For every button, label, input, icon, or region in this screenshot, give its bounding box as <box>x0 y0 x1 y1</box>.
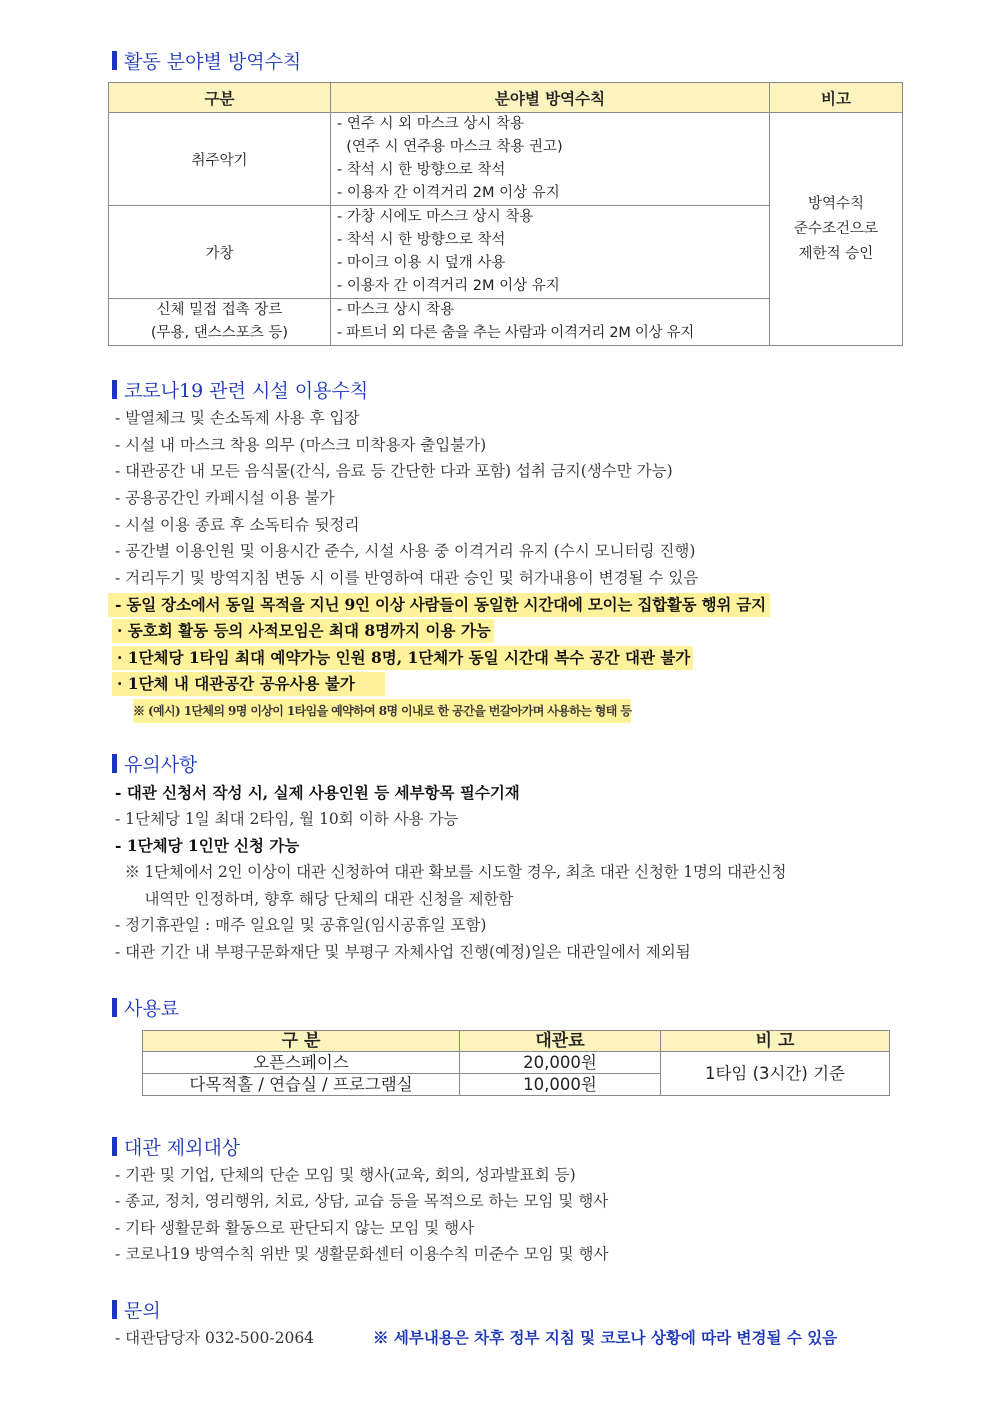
table-row <box>109 113 903 206</box>
list-item: - 시설 이용 종료 후 소독티슈 뒷정리 <box>115 516 360 534</box>
rule-line: - 파트너 외 다른 춤을 추는 사람과 이격거리 2M 이상 유지 <box>337 325 695 341</box>
section-heading-quarantine <box>112 47 301 73</box>
list-item: 내역만 인정하며, 향후 해당 단체의 대관 신청을 제한함 <box>115 890 514 908</box>
highlighted-item: - 동일 장소에서 동일 목적을 지닌 9인 이상 사람들이 동일한 시간대에 모이는 집합활동 행위 금지 <box>108 593 770 617</box>
row-rules <box>331 299 770 346</box>
heading-bar <box>112 1300 117 1319</box>
list-item: ※ 1단체에서 2인 이상이 대관 신청하여 대관 확보를 시도할 경우, 최초 대관 신청한 1명의 대관신청 <box>115 863 787 881</box>
heading-text: 사용료 <box>124 997 180 1020</box>
category-line: 신체 밀접 접촉 장르 <box>156 302 283 318</box>
cell-remark: 1타임 (3시간) 기준 <box>661 1052 890 1096</box>
list-item: - 1단체당 1일 최대 2타임, 월 10회 이하 사용 가능 <box>115 810 459 828</box>
rule-line: - 가창 시에도 마스크 상시 착용 <box>337 209 534 225</box>
rule-line: - 마이크 이용 시 덮개 사용 <box>337 255 506 271</box>
section-heading-inquiry <box>112 1296 161 1322</box>
rule-line: - 이용자 간 이격거리 2M 이상 유지 <box>337 185 560 201</box>
highlighted-item: · 1단체 내 대관공간 공유사용 불가 <box>112 672 385 696</box>
row-rules <box>331 206 770 299</box>
rule-line: (연주 시 연주용 마스크 착용 권고) <box>337 139 563 155</box>
section-heading-fees <box>112 994 179 1020</box>
heading-text: 활동 분야별 방역수칙 <box>124 50 302 73</box>
example-note: ※ (예시) 1단체의 9명 이상이 1타임을 예약하여 8명 이내로 한 공간을 번갈아가며 사용하는 형태 등 <box>133 699 631 723</box>
header-category: 구분 <box>109 83 331 113</box>
category-sub-line: (무용, 댄스스포츠 등) <box>150 325 289 341</box>
row-rules <box>331 113 770 206</box>
section-heading-exclusions <box>112 1133 240 1159</box>
list-item: - 대관 기간 내 부평구문화재단 및 부평구 자체사업 진행(예정)일은 대관일에서 제외됨 <box>115 943 691 961</box>
rule-line: - 이용자 간 이격거리 2M 이상 유지 <box>337 278 560 294</box>
highlighted-item: · 1단체당 1타임 최대 예약가능 인원 8명, 1단체가 동일 시간대 복수 공간 대관 불가 <box>112 646 693 670</box>
cell-space: 다목적홀 / 연습실 / 프로그램실 <box>143 1074 460 1096</box>
rule-line: - 착석 시 한 방향으로 착석 <box>337 162 506 178</box>
list-item: - 코로나19 방역수칙 위반 및 생활문화센터 이용수칙 미준수 모임 및 행사 <box>115 1245 609 1263</box>
heading-text: 코로나19 관련 시설 이용수칙 <box>124 379 369 402</box>
remark-line: 제한적 승인 <box>798 245 874 262</box>
row-category: 가창 <box>109 206 331 299</box>
list-item: - 정기휴관일 : 매주 일요일 및 공휴일(임시공휴일 포함) <box>115 916 487 934</box>
list-item: - 발열체크 및 손소독제 사용 후 입장 <box>115 409 360 427</box>
list-item: - 공간별 이용인원 및 이용시간 준수, 시설 사용 중 이격거리 유지 (수시 모니터링 진행) <box>115 542 696 560</box>
header-remark: 비고 <box>770 83 903 113</box>
cell-space: 오픈스페이스 <box>143 1052 460 1074</box>
list-item: - 1단체당 1인만 신청 가능 <box>115 836 300 855</box>
highlighted-item: · 동호회 활동 등의 사적모임은 최대 8명까지 이용 가능 <box>112 619 494 643</box>
list-item: - 대관공간 내 모든 음식물(간식, 음료 등 간단한 다과 포함) 섭취 금지(생수만 가능) <box>115 462 673 480</box>
rule-line: - 착석 시 한 방향으로 착석 <box>337 232 506 248</box>
header-fee: 대관료 <box>460 1031 661 1052</box>
table-row <box>143 1052 890 1074</box>
row-remark <box>770 113 903 346</box>
fee-table <box>142 1030 890 1096</box>
list-item: - 종교, 정치, 영리행위, 치료, 상담, 교습 등을 목적으로 하는 모임 및 행사 <box>115 1192 609 1210</box>
heading-text: 유의사항 <box>124 753 198 776</box>
row-category <box>109 299 331 346</box>
remark-line: 방역수칙 <box>807 195 865 212</box>
cell-fee: 20,000원 <box>460 1052 661 1074</box>
heading-bar <box>112 51 117 70</box>
quarantine-table <box>108 82 903 346</box>
heading-text: 문의 <box>124 1299 161 1322</box>
list-item: - 공용공간인 카페시설 이용 불가 <box>115 489 335 507</box>
heading-bar <box>112 1137 117 1156</box>
rule-line: - 연주 시 외 마스크 상시 착용 <box>337 116 524 132</box>
heading-bar <box>112 998 117 1017</box>
section-heading-cautions <box>112 750 197 776</box>
header-remark: 비 고 <box>661 1031 890 1052</box>
table-header-row <box>109 83 903 113</box>
inquiry-note: ※ 세부내용은 차후 정부 지침 및 코로나 상황에 따라 변경될 수 있음 <box>373 1328 838 1347</box>
contact-line: - 대관담당자 032-500-2064 <box>115 1329 315 1347</box>
section-heading-covid <box>112 376 368 402</box>
heading-bar <box>112 380 117 399</box>
list-item: - 기타 생활문화 활동으로 판단되지 않는 모임 및 행사 <box>115 1219 475 1237</box>
header-rules: 분야별 방역수칙 <box>331 83 770 113</box>
table-header-row <box>143 1031 890 1052</box>
list-item: - 대관 신청서 작성 시, 실제 사용인원 등 세부항목 필수기재 <box>115 783 520 802</box>
rule-line: - 마스크 상시 착용 <box>337 302 455 318</box>
header-space: 구 분 <box>143 1031 460 1052</box>
row-category: 취주악기 <box>109 113 331 206</box>
heading-bar <box>112 754 117 773</box>
heading-text: 대관 제외대상 <box>124 1136 241 1159</box>
list-item: - 기관 및 기업, 단체의 단순 모임 및 행사(교육, 회의, 성과발표회 등) <box>115 1166 576 1184</box>
cell-fee: 10,000원 <box>460 1074 661 1096</box>
list-item: - 시설 내 마스크 착용 의무 (마스크 미착용자 출입불가) <box>115 436 487 454</box>
remark-line: 준수조건으로 <box>793 220 879 237</box>
list-item: - 거리두기 및 방역지침 변동 시 이를 반영하여 대관 승인 및 허가내용이 변경될 수 있음 <box>115 569 699 587</box>
